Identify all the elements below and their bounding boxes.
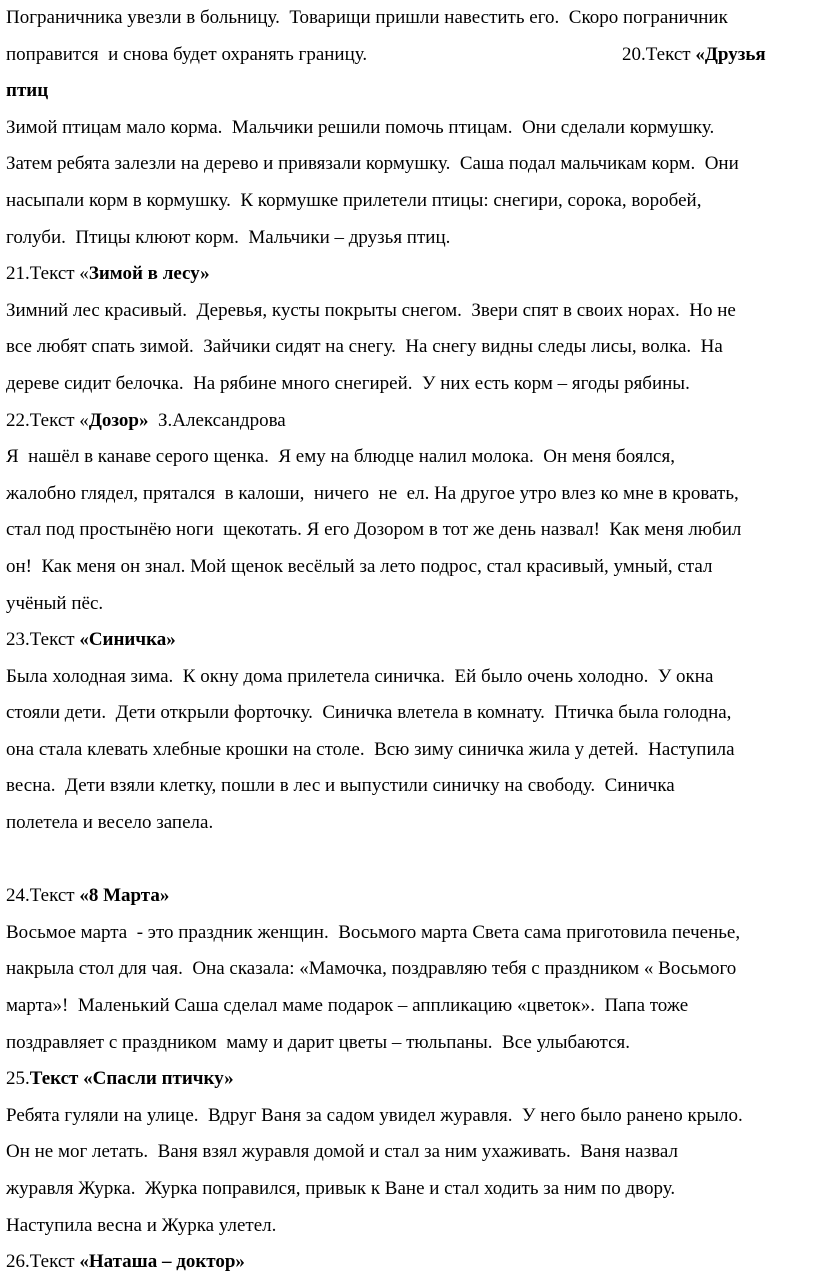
section-heading-20 [622, 37, 766, 74]
section-number: 25. [6, 1068, 30, 1090]
paragraph-line: Он не мог летать. Ваня взял журавля домой и стал за ним ухаживать. Ваня назвал [6, 1141, 678, 1163]
section-number: 21.Текст « [6, 263, 89, 285]
paragraph-line: стал под простынёю ноги щекотать. Я его Дозором в тот же день назвал! Как меня любил [6, 519, 742, 541]
section-number: 22.Текст « [6, 409, 89, 431]
section-title: птиц [6, 80, 49, 102]
section-heading-22 [6, 403, 816, 440]
section-number: 20.Текст [622, 43, 696, 65]
paragraph-line: журавля Журка. Журка поправился, привык к Ване и стал ходить за ним по двору. [6, 1178, 676, 1199]
section-title: «Друзья [695, 43, 766, 65]
paragraph-line: Затем ребята залезли на дерево и привязали кормушку. Саша подал мальчикам корм. Они [6, 153, 739, 175]
section-title: «Синичка» [79, 629, 176, 651]
paragraph-line: поздравляет с праздником маму и дарит цветы – тюльпаны. Все улыбаются. [6, 1031, 630, 1053]
paragraph-line [6, 37, 816, 74]
paragraph-line: Наступила весна и Журка улетел. [6, 1214, 277, 1236]
section-number: 26.Текст [6, 1251, 80, 1273]
section-title: Текст «Спасли птичку» [29, 1068, 234, 1090]
paragraph-line: она стала клевать хлебные крошки на столе. Всю зиму синичка жила у детей. Наступила [6, 738, 735, 760]
section-number: 24.Текст [6, 885, 80, 907]
paragraph-line: жалобно глядел, прятался в калоши, ничего не ел. На другое утро влез ко мне в кровать, [6, 482, 739, 504]
paragraph-line: дереве сидит белочка. На рябине много снегирей. У них есть корм – ягоды рябины. [6, 372, 690, 394]
section-title: Дозор» [88, 409, 149, 431]
paragraph-line: накрыла стол для чая. Она сказала: «Мамочка, поздравляю тебя с праздником « Восьмого [6, 958, 737, 980]
paragraph-line: весна. Дети взяли клетку, пошли в лес и выпустили синичку на свободу. Синичка [6, 775, 675, 797]
section-number: 23.Текст [6, 629, 80, 651]
paragraph-line: Была холодная зима. К окну дома прилетела синичка. Ей было очень холодно. У окна [6, 665, 714, 687]
section-title: «8 Марта» [79, 885, 170, 907]
section-title: Зимой в лесу» [88, 263, 210, 285]
section-heading-21 [6, 256, 816, 293]
paragraph-line: Я нашёл в канаве серого щенка. Я ему на блюдце налил молока. Он меня боялся, [6, 446, 675, 468]
paragraph-line: насыпали корм в кормушку. К кормушке прилетели птицы: снегири, сорока, воробей, [6, 189, 702, 211]
section-heading-24 [6, 878, 816, 915]
paragraph-line: учёный пёс. [6, 592, 104, 614]
paragraph-line: стояли дети. Дети открыли форточку. Синичка влетела в комнату. Птичка была голодна, [6, 702, 732, 724]
paragraph-line: Зимой птицам мало корма. Мальчики решили помочь птицам. Они сделали кормушку. [6, 116, 715, 138]
section-title: «Наташа – доктор» [79, 1251, 245, 1273]
section-heading-25 [6, 1061, 816, 1098]
paragraph-text: поправится и снова будет охранять границу. [6, 43, 368, 65]
section-heading-23 [6, 622, 816, 659]
paragraph-line: Восьмое марта - это праздник женщин. Восьмого марта Света сама приготовила печенье, [6, 921, 741, 943]
paragraph-line: полетела и весело запела. [6, 812, 214, 834]
section-heading-continuation [6, 73, 816, 110]
section-heading-26 [6, 1244, 816, 1281]
paragraph-line: все любят спать зимой. Зайчики сидят на снегу. На снегу видны следы лисы, волка. На [6, 336, 723, 358]
paragraph-line: Пограничника увезли в больницу. Товарищи пришли навестить его. Скоро пограничник [6, 7, 728, 28]
paragraph-line: Ребята гуляли на улице. Вдруг Ваня за садом увидел журавля. У него было ранено крыло. [6, 1104, 743, 1126]
section-author: З.Александрова [148, 409, 286, 431]
paragraph-line: марта»! Маленький Саша сделал маме подарок – аппликацию «цветок». Папа тоже [6, 995, 689, 1017]
paragraph-line: Зимний лес красивый. Деревья, кусты покрыты снегом. Звери спят в своих норах. Но не [6, 299, 736, 321]
paragraph-line: голуби. Птицы клюют корм. Мальчики – друзья птиц. [6, 226, 451, 248]
blank-line [6, 842, 816, 879]
paragraph-line: он! Как меня он знал. Мой щенок весёлый за лето подрос, стал красивый, умный, стал [6, 555, 713, 577]
